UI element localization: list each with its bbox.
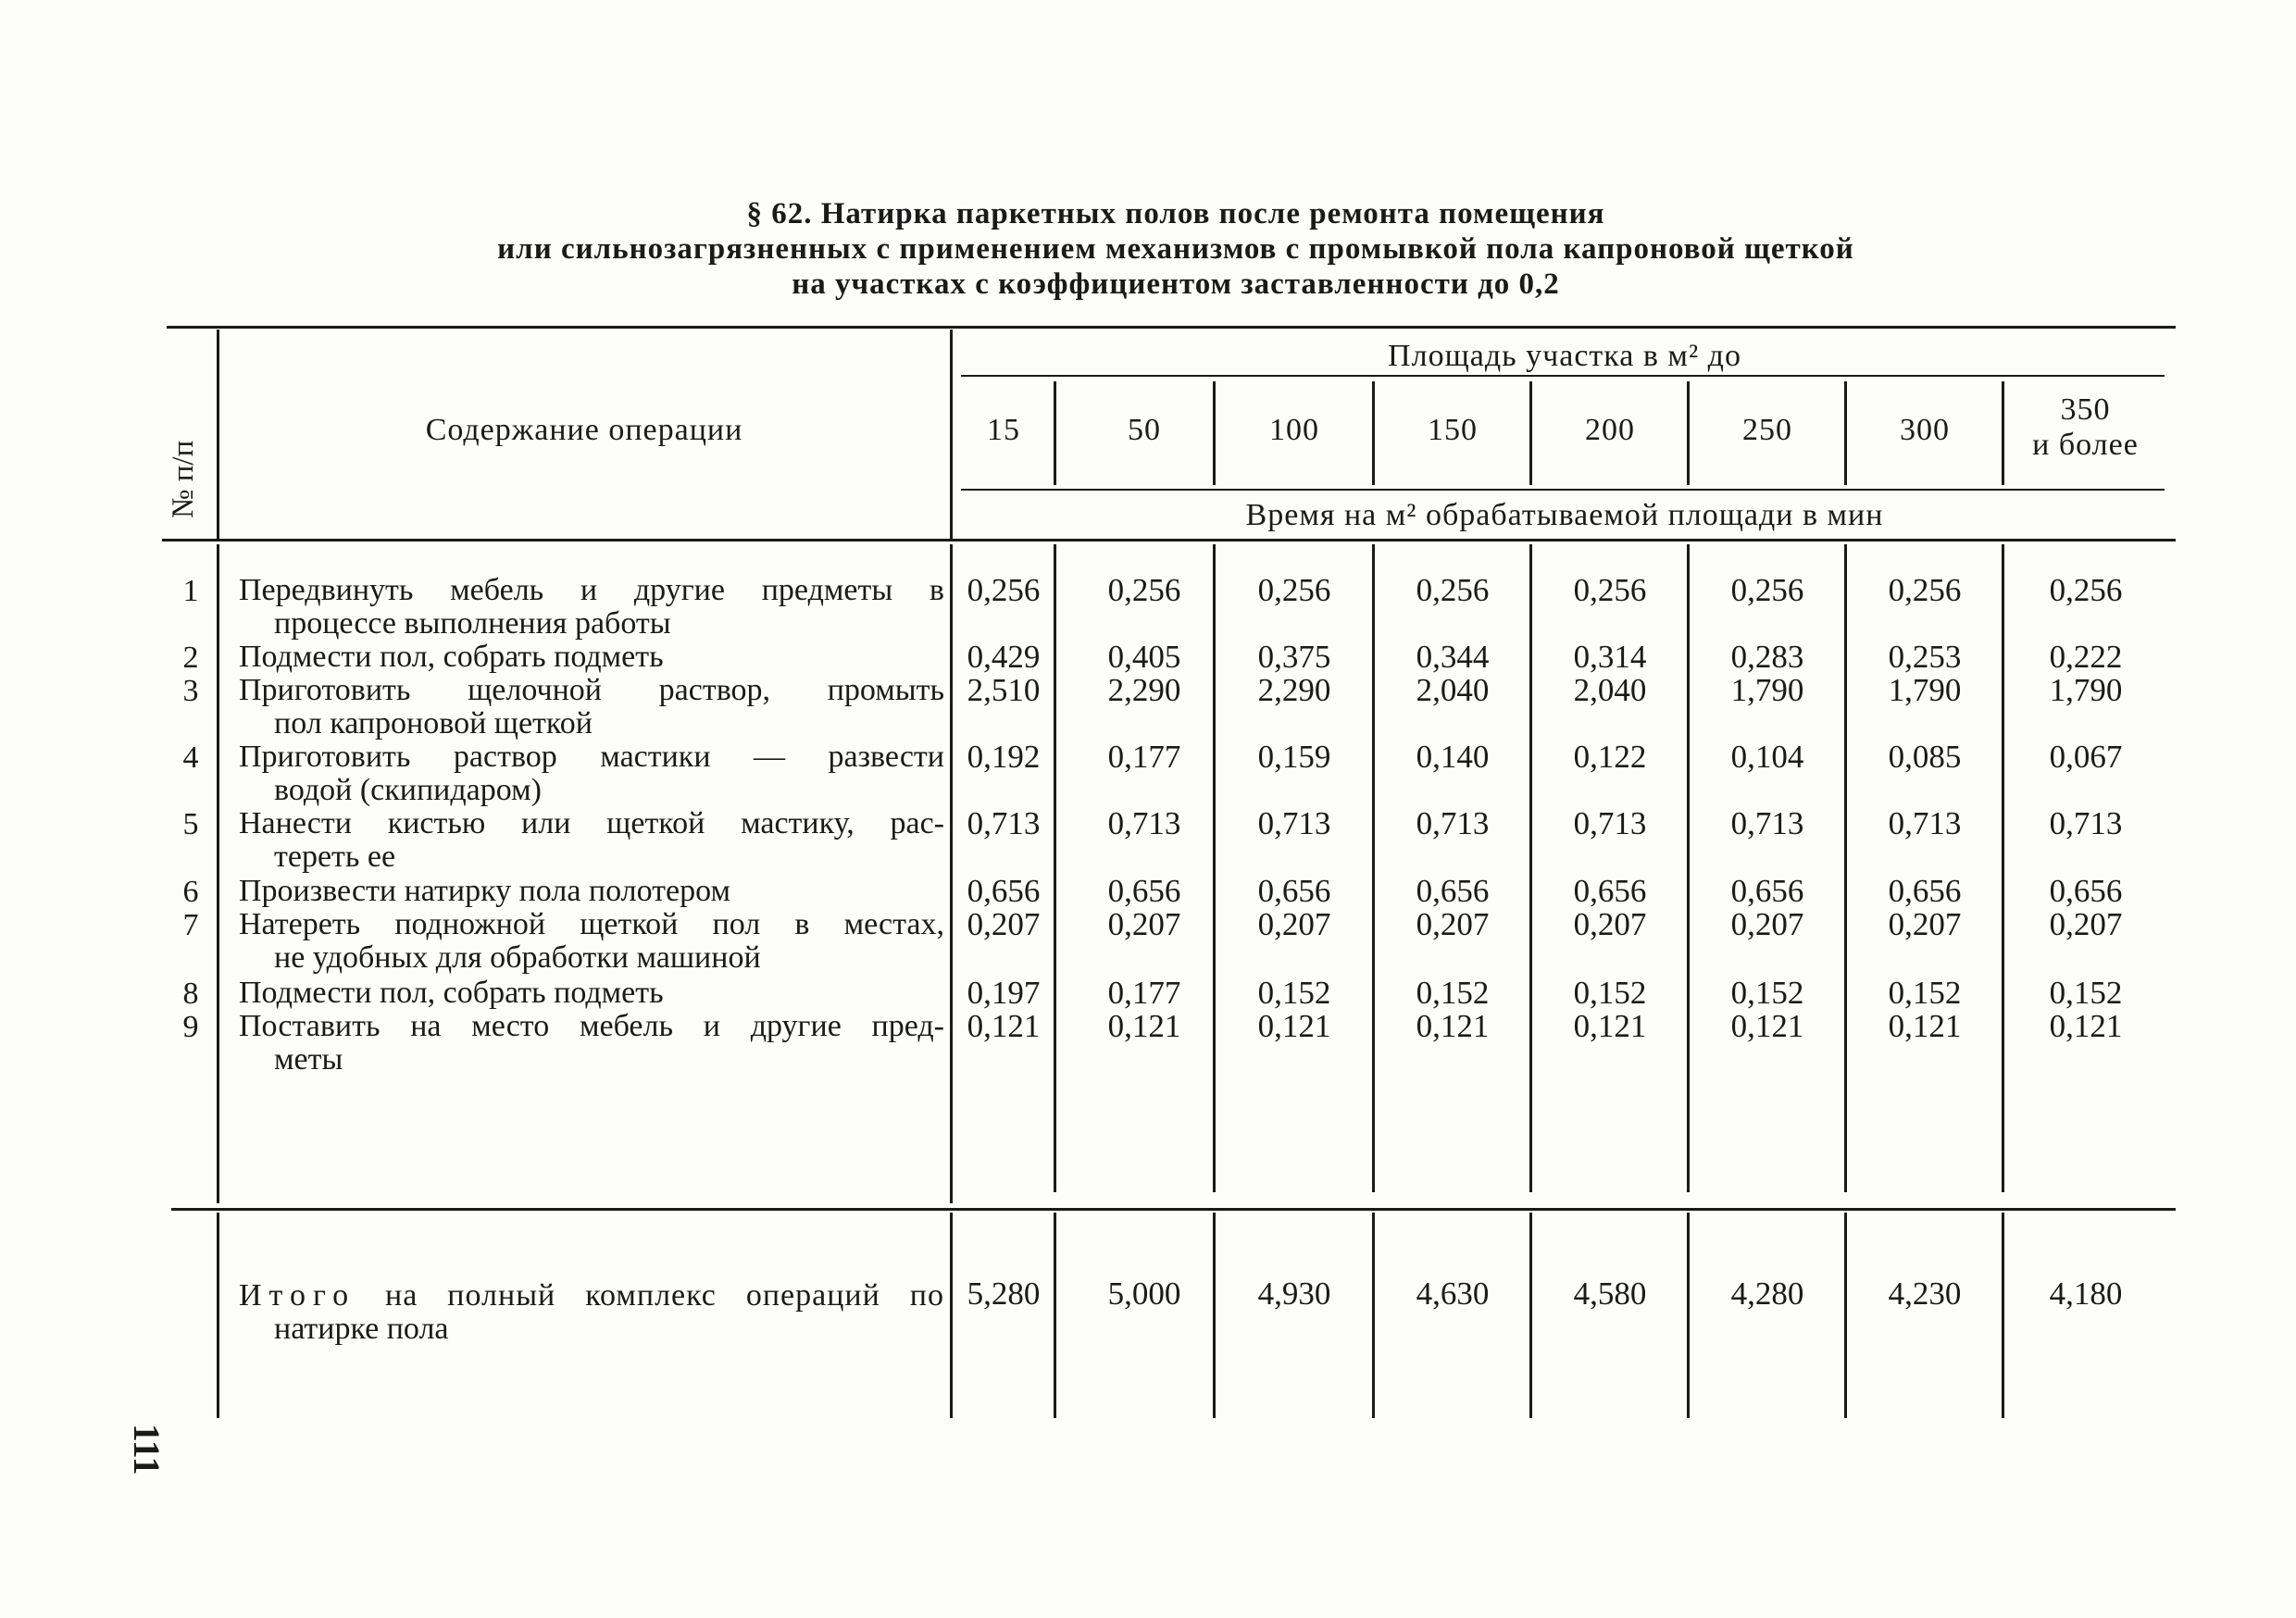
total-rule-col-15 — [1054, 1213, 1056, 1418]
total-rule-col-300 — [2002, 1213, 2004, 1418]
time-value: 0,207 — [1107, 906, 1181, 942]
time-value: 0,152 — [1730, 975, 1804, 1011]
time-value: 0,256 — [1730, 572, 1804, 608]
area-col-header-250: 250 — [1742, 413, 1792, 447]
total-value: 4,280 — [1730, 1276, 1804, 1312]
time-value: 0,121 — [1888, 1008, 1962, 1044]
operation-line1: Подмести пол, собрать подметь — [239, 976, 664, 1010]
row-number: 7 — [182, 908, 199, 942]
time-value: 0,656 — [1107, 873, 1181, 909]
rownum-header: № п/п — [167, 440, 200, 518]
time-value: 0,121 — [1730, 1008, 1804, 1044]
area-col-header-350 — [2004, 392, 2166, 463]
operation-text — [239, 875, 944, 908]
area-col-350-line2: и более — [2032, 428, 2139, 462]
operation-text — [239, 1010, 944, 1077]
time-value: 0,104 — [1730, 739, 1804, 775]
operation-line2: тереть ее — [274, 840, 396, 874]
time-value: 0,222 — [2049, 639, 2123, 675]
time-value: 0,256 — [1107, 572, 1181, 608]
total-rule-rownum — [217, 1213, 219, 1418]
time-value: 0,207 — [1730, 906, 1804, 942]
area-col-header-300: 300 — [1900, 413, 1950, 447]
time-value: 0,256 — [1416, 572, 1490, 608]
operation-line2: процессе выполнения работы — [274, 606, 671, 641]
time-value: 2,510 — [967, 672, 1041, 708]
time-value: 0,121 — [1257, 1008, 1331, 1044]
total-label-rest: на полный комплекс операций по — [356, 1278, 944, 1313]
table-title — [167, 196, 2185, 302]
time-value: 0,405 — [1107, 639, 1181, 675]
area-col-header-150: 150 — [1428, 413, 1478, 447]
total-label — [239, 1279, 944, 1346]
operation-header: Содержание операции — [425, 413, 743, 447]
time-value: 0,713 — [1257, 805, 1331, 841]
header-rule-col-150 — [1529, 381, 1532, 485]
time-value: 0,656 — [1730, 873, 1804, 909]
time-value: 0,152 — [1257, 975, 1331, 1011]
area-col-350-line1: 350 — [2060, 392, 2111, 427]
operation-line2: не удобных для обработки машиной — [274, 940, 761, 975]
time-value: 0,656 — [1257, 873, 1331, 909]
time-value: 0,207 — [1573, 906, 1647, 942]
row-number: 9 — [182, 1010, 199, 1044]
time-value: 0,121 — [1416, 1008, 1490, 1044]
time-value: 0,207 — [1257, 906, 1331, 942]
time-value: 0,713 — [967, 805, 1041, 841]
time-value: 0,067 — [2049, 739, 2123, 775]
total-rule-operation — [950, 1213, 953, 1418]
operation-text — [239, 908, 944, 975]
total-value: 5,000 — [1107, 1276, 1181, 1312]
total-value: 4,630 — [1416, 1276, 1490, 1312]
time-value: 0,207 — [1416, 906, 1490, 942]
time-value: 0,256 — [2049, 572, 2123, 608]
time-value: 0,656 — [2049, 873, 2123, 909]
row-number: 2 — [182, 641, 199, 675]
body-rule-col-100 — [1372, 544, 1375, 1192]
title-line-3: на участках с коэффициентом заставленности до 0,2 — [792, 268, 1560, 301]
operation-line2: водой (скипидаром) — [274, 773, 542, 807]
area-header: Площадь участка в м² до — [1388, 339, 1741, 373]
operation-line1: Поставить на место мебель и другие пред- — [239, 1009, 944, 1043]
time-value: 1,790 — [2049, 672, 2123, 708]
total-rule-col-200 — [1687, 1213, 1690, 1418]
time-value: 0,152 — [1573, 975, 1647, 1011]
total-word: Итого — [239, 1278, 356, 1313]
operation-line1: Передвинуть мебель и другие предметы в — [239, 573, 944, 607]
total-value: 5,280 — [967, 1276, 1041, 1312]
total-label-line1 — [239, 1279, 944, 1313]
time-value: 0,207 — [1888, 906, 1962, 942]
operation-text — [239, 674, 944, 741]
time-value: 1,790 — [1730, 672, 1804, 708]
area-header-rule — [961, 375, 2165, 377]
time-value: 0,344 — [1416, 639, 1490, 675]
operation-line2: пол капроновой щеткой — [274, 706, 593, 741]
operation-line1: Произвести натирку пола полотером — [239, 874, 731, 908]
time-value: 0,197 — [967, 975, 1041, 1011]
time-value: 2,040 — [1416, 672, 1490, 708]
time-value: 0,256 — [967, 572, 1041, 608]
time-value: 0,713 — [1888, 805, 1962, 841]
page-number: 111 — [126, 1424, 168, 1475]
time-value: 0,121 — [2049, 1008, 2123, 1044]
time-value: 0,256 — [1573, 572, 1647, 608]
time-value: 0,159 — [1257, 739, 1331, 775]
time-value: 0,177 — [1107, 975, 1181, 1011]
header-rule-col-100 — [1372, 381, 1375, 485]
header-rule-col-250 — [1844, 381, 1847, 485]
time-value: 0,253 — [1888, 639, 1962, 675]
body-rule-col-200 — [1687, 544, 1690, 1192]
title-line-1: § 62. Натирка паркетных полов после ремонта помещения — [746, 197, 1605, 230]
time-value: 2,040 — [1573, 672, 1647, 708]
area-col-header-200: 200 — [1585, 413, 1635, 447]
time-value: 2,290 — [1257, 672, 1331, 708]
operation-line1: Приготовить раствор мастики — развести — [239, 740, 944, 774]
operation-line1: Подмести пол, собрать подметь — [239, 640, 664, 674]
time-value: 0,656 — [967, 873, 1041, 909]
time-value: 0,152 — [1416, 975, 1490, 1011]
time-value: 0,283 — [1730, 639, 1804, 675]
time-header-rule — [961, 489, 2165, 491]
time-value: 0,429 — [967, 639, 1041, 675]
body-rule-col-250 — [1844, 544, 1847, 1192]
total-rule-col-150 — [1529, 1213, 1532, 1418]
time-value: 2,290 — [1107, 672, 1181, 708]
time-value: 0,122 — [1573, 739, 1647, 775]
total-rule-col-100 — [1372, 1213, 1375, 1418]
time-value: 0,177 — [1107, 739, 1181, 775]
time-value: 0,121 — [1573, 1008, 1647, 1044]
row-number: 3 — [182, 674, 199, 708]
time-value: 0,375 — [1257, 639, 1331, 675]
total-rule-col-50 — [1213, 1213, 1216, 1418]
table-top-rule — [167, 326, 2176, 329]
time-value: 0,152 — [1888, 975, 1962, 1011]
operation-line1: Натереть подножной щеткой пол в местах, — [239, 907, 944, 941]
time-value: 0,256 — [1888, 572, 1962, 608]
total-value: 4,930 — [1257, 1276, 1331, 1312]
time-value: 0,121 — [1107, 1008, 1181, 1044]
time-value: 1,790 — [1888, 672, 1962, 708]
time-value: 0,256 — [1257, 572, 1331, 608]
title-line-2: или сильнозагрязненных с применением механизмов с промывкой пола капроновой щеткой — [497, 232, 1854, 266]
time-value: 0,713 — [2049, 805, 2123, 841]
row-number: 5 — [182, 807, 199, 841]
time-value: 0,140 — [1416, 739, 1490, 775]
area-col-header-100: 100 — [1269, 413, 1319, 447]
time-value: 0,192 — [967, 739, 1041, 775]
area-col-header-50: 50 — [1128, 413, 1161, 447]
total-label-line2: натирке пола — [274, 1312, 449, 1346]
time-value: 0,207 — [967, 906, 1041, 942]
row-number: 4 — [182, 741, 199, 775]
time-header: Время на м² обрабатываемой площади в мин — [1245, 498, 1884, 532]
operation-line2: меты — [274, 1042, 343, 1077]
body-rule-rownum — [217, 544, 219, 1203]
operation-text — [239, 574, 944, 641]
operation-line1: Нанести кистью или щеткой мастику, рас- — [239, 806, 944, 840]
operation-text — [239, 977, 944, 1010]
body-rule-col-300 — [2002, 544, 2004, 1192]
time-value: 0,656 — [1573, 873, 1647, 909]
operation-line1: Приготовить щелочной раствор, промыть — [239, 673, 944, 707]
time-value: 0,713 — [1107, 805, 1181, 841]
time-value: 0,713 — [1730, 805, 1804, 841]
time-value: 0,656 — [1888, 873, 1962, 909]
row-number: 1 — [182, 574, 199, 608]
time-value: 0,713 — [1416, 805, 1490, 841]
body-rule-col-150 — [1529, 544, 1532, 1192]
total-rule-col-250 — [1844, 1213, 1847, 1418]
time-value: 0,713 — [1573, 805, 1647, 841]
total-value: 4,180 — [2049, 1276, 2123, 1312]
total-value: 4,230 — [1888, 1276, 1962, 1312]
area-col-header-15: 15 — [987, 413, 1020, 447]
total-value: 4,580 — [1573, 1276, 1647, 1312]
time-value: 0,152 — [2049, 975, 2123, 1011]
time-value: 0,656 — [1416, 873, 1490, 909]
header-rule-col-200 — [1687, 381, 1690, 485]
operation-text — [239, 741, 944, 807]
time-value: 0,121 — [967, 1008, 1041, 1044]
time-value: 0,207 — [2049, 906, 2123, 942]
operation-text — [239, 807, 944, 874]
row-number: 6 — [182, 875, 199, 909]
time-value: 0,314 — [1573, 639, 1647, 675]
operation-text — [239, 641, 944, 674]
header-bottom-rule — [162, 539, 2176, 541]
time-value: 0,085 — [1888, 739, 1962, 775]
total-separator-rule — [171, 1208, 2176, 1211]
row-number: 8 — [182, 977, 199, 1011]
